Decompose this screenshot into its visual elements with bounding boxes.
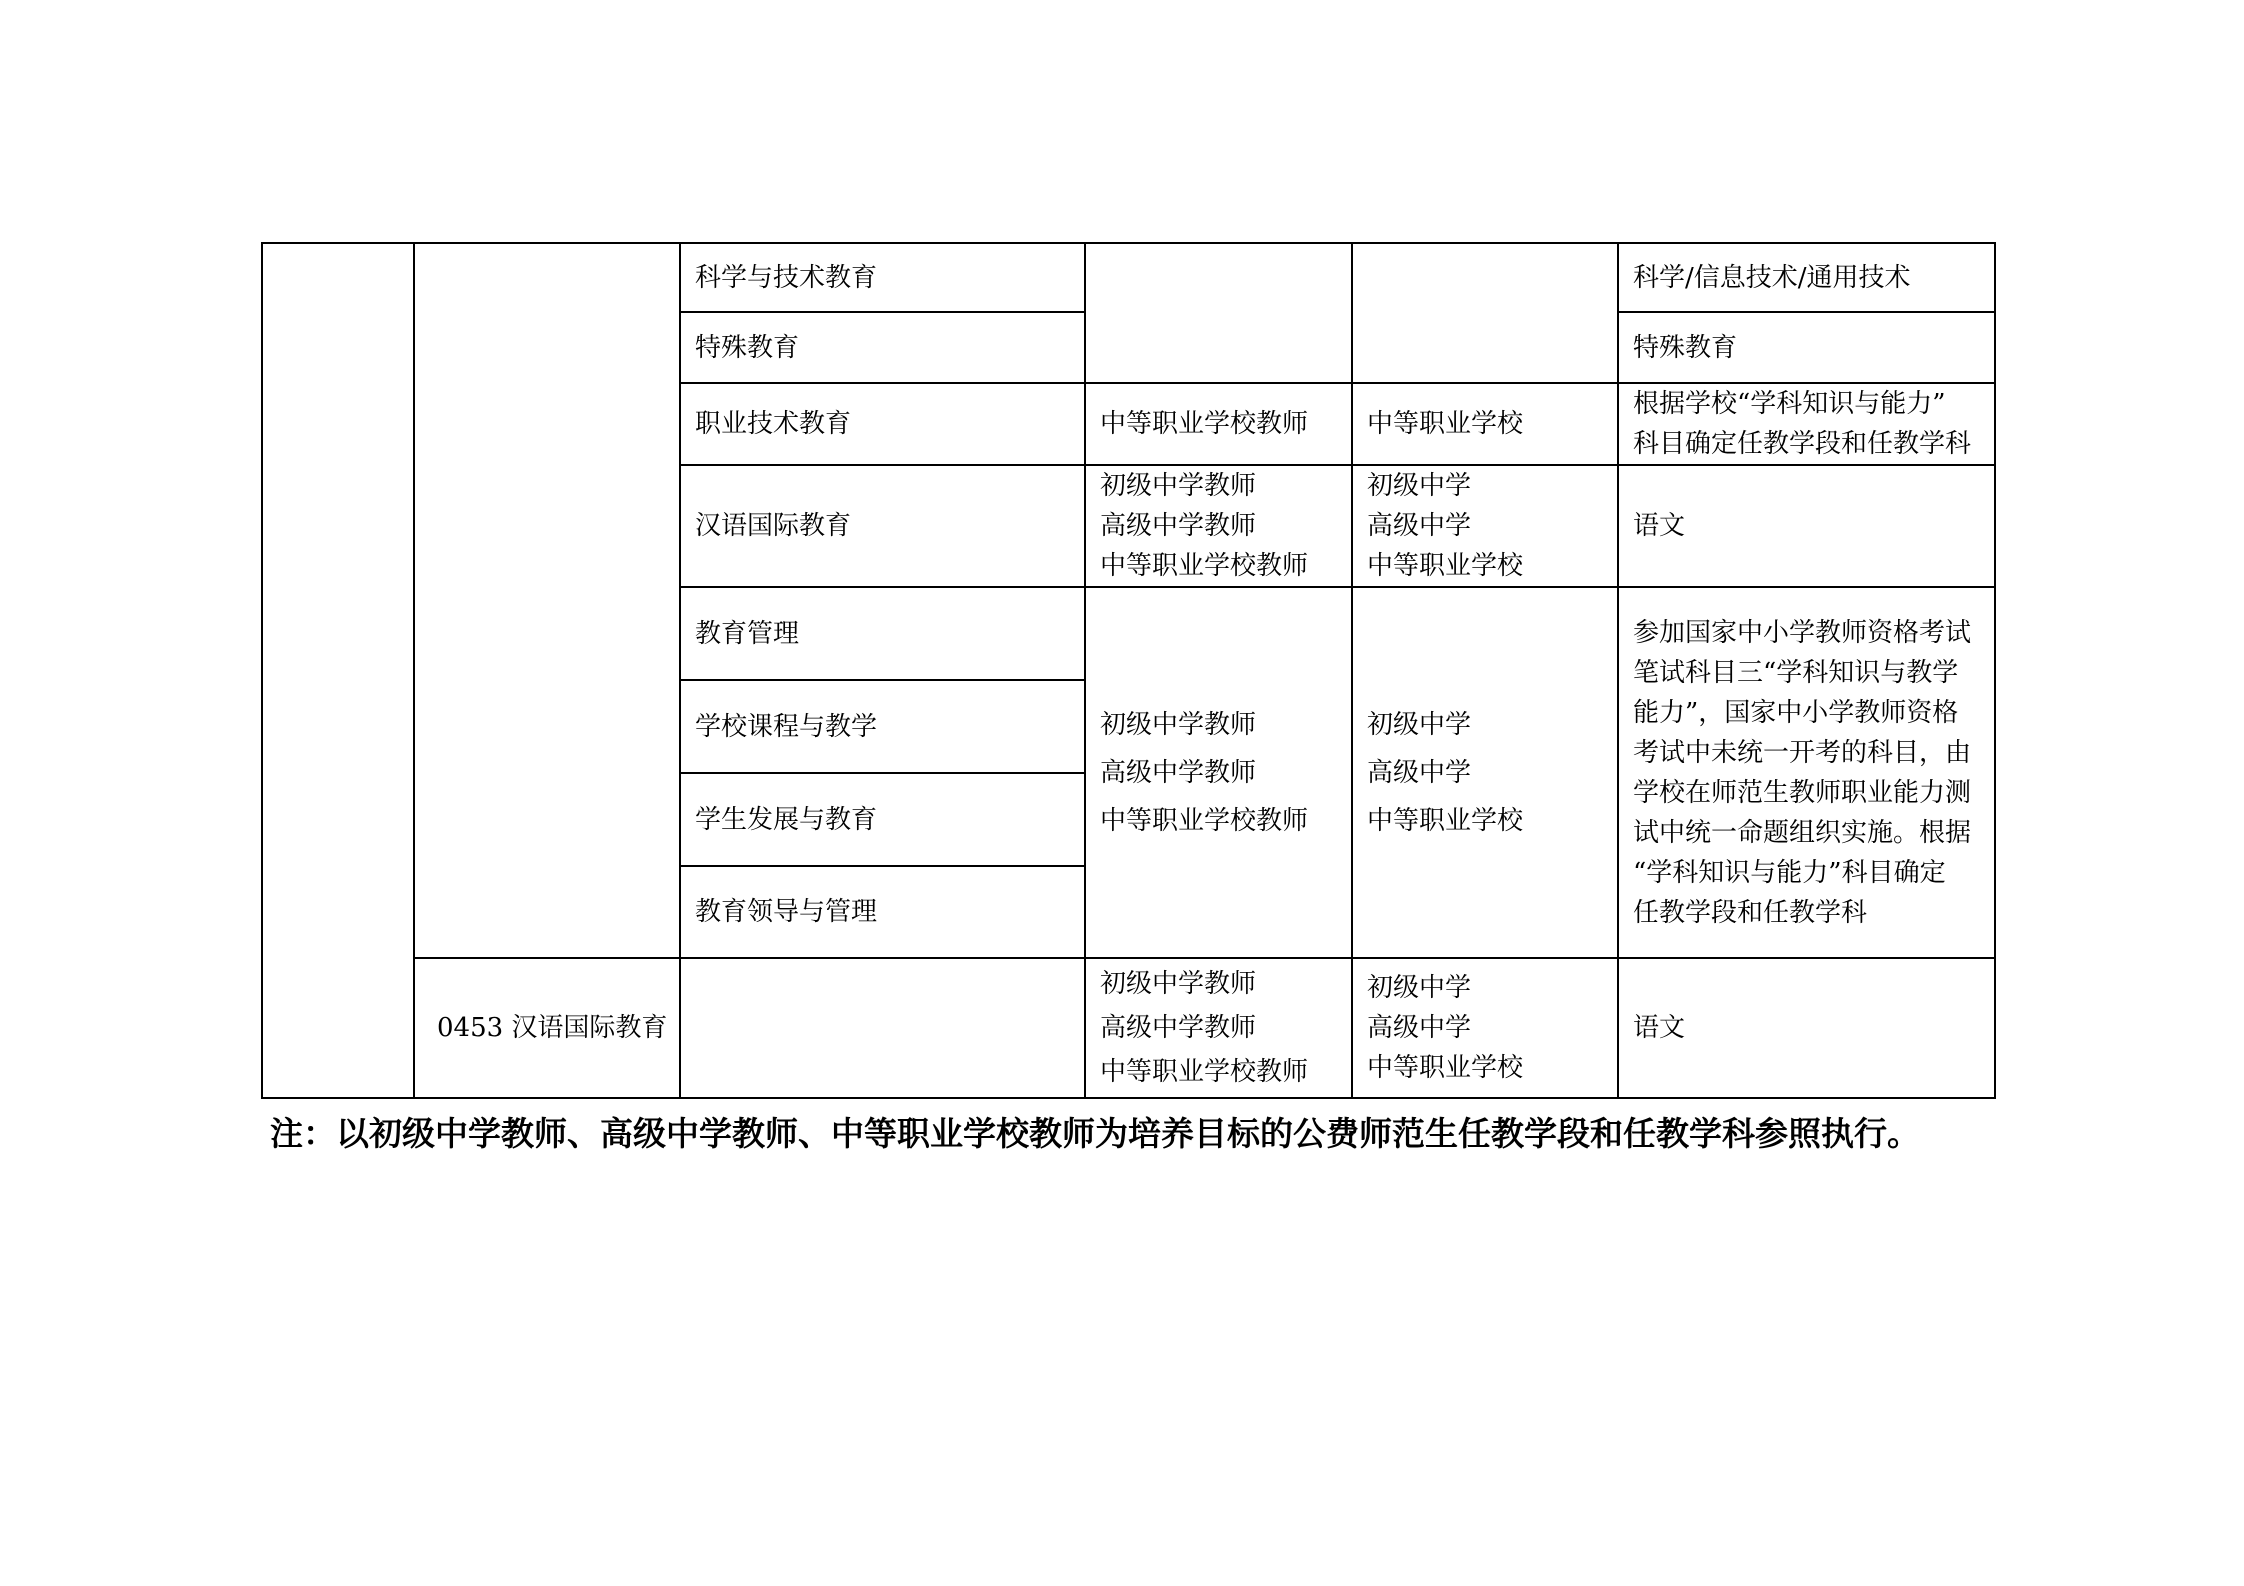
specialty-cell: 汉语国际教育 (680, 465, 1085, 587)
specialty-cell: 职业技术教育 (680, 383, 1085, 465)
specialty-cell: 科学与技术教育 (680, 243, 1085, 312)
school-cell: 初级中学 高级中学 中等职业学校 (1352, 587, 1618, 958)
teaching-subject-table (261, 242, 1996, 1099)
subject-cell: 特殊教育 (1618, 312, 1995, 383)
specialty-cell: 教育领导与管理 (680, 866, 1085, 958)
footnote: 注：以初级中学教师、高级中学教师、中等职业学校教师为培养目标的公费师范生任教学段和任教学科参照执行。 (270, 1114, 1920, 1153)
qualification-cell: 初级中学教师 高级中学教师 中等职业学校教师 (1085, 587, 1352, 958)
subject-cell: 参加国家中小学教师资格考试 笔试科目三“学科知识与教学 能力”，国家中小学教师资格 考试中未统一开考的科目，由 学校在师范生教师职业能力测 试中统一命题组织实施。根据 “学科知识与能力”科目确定 任教学段和任教学科 (1618, 587, 1995, 958)
table-row (262, 243, 1995, 312)
specialty-cell: 学校课程与教学 (680, 680, 1085, 773)
qualification-cell: 初级中学教师 高级中学教师 中等职业学校教师 (1085, 958, 1352, 1098)
table-row (262, 958, 1995, 1098)
school-cell: 初级中学 高级中学 中等职业学校 (1352, 958, 1618, 1098)
category-cell (262, 243, 414, 1098)
qualification-cell: 初级中学教师 高级中学教师 中等职业学校教师 (1085, 465, 1352, 587)
major-cell (414, 243, 680, 958)
specialty-cell: 特殊教育 (680, 312, 1085, 383)
specialty-cell (680, 958, 1085, 1098)
specialty-cell: 教育管理 (680, 587, 1085, 680)
subject-cell: 根据学校“学科知识与能力” 科目确定任教学段和任教学科 (1618, 383, 1995, 465)
school-cell (1352, 243, 1618, 383)
subject-cell: 科学/信息技术/通用技术 (1618, 243, 1995, 312)
major-cell: 0453 汉语国际教育 (414, 958, 680, 1098)
qualification-cell: 中等职业学校教师 (1085, 383, 1352, 465)
specialty-cell: 学生发展与教育 (680, 773, 1085, 866)
subject-cell: 语文 (1618, 465, 1995, 587)
school-cell: 中等职业学校 (1352, 383, 1618, 465)
qualification-cell (1085, 243, 1352, 383)
school-cell: 初级中学 高级中学 中等职业学校 (1352, 465, 1618, 587)
subject-cell: 语文 (1618, 958, 1995, 1098)
